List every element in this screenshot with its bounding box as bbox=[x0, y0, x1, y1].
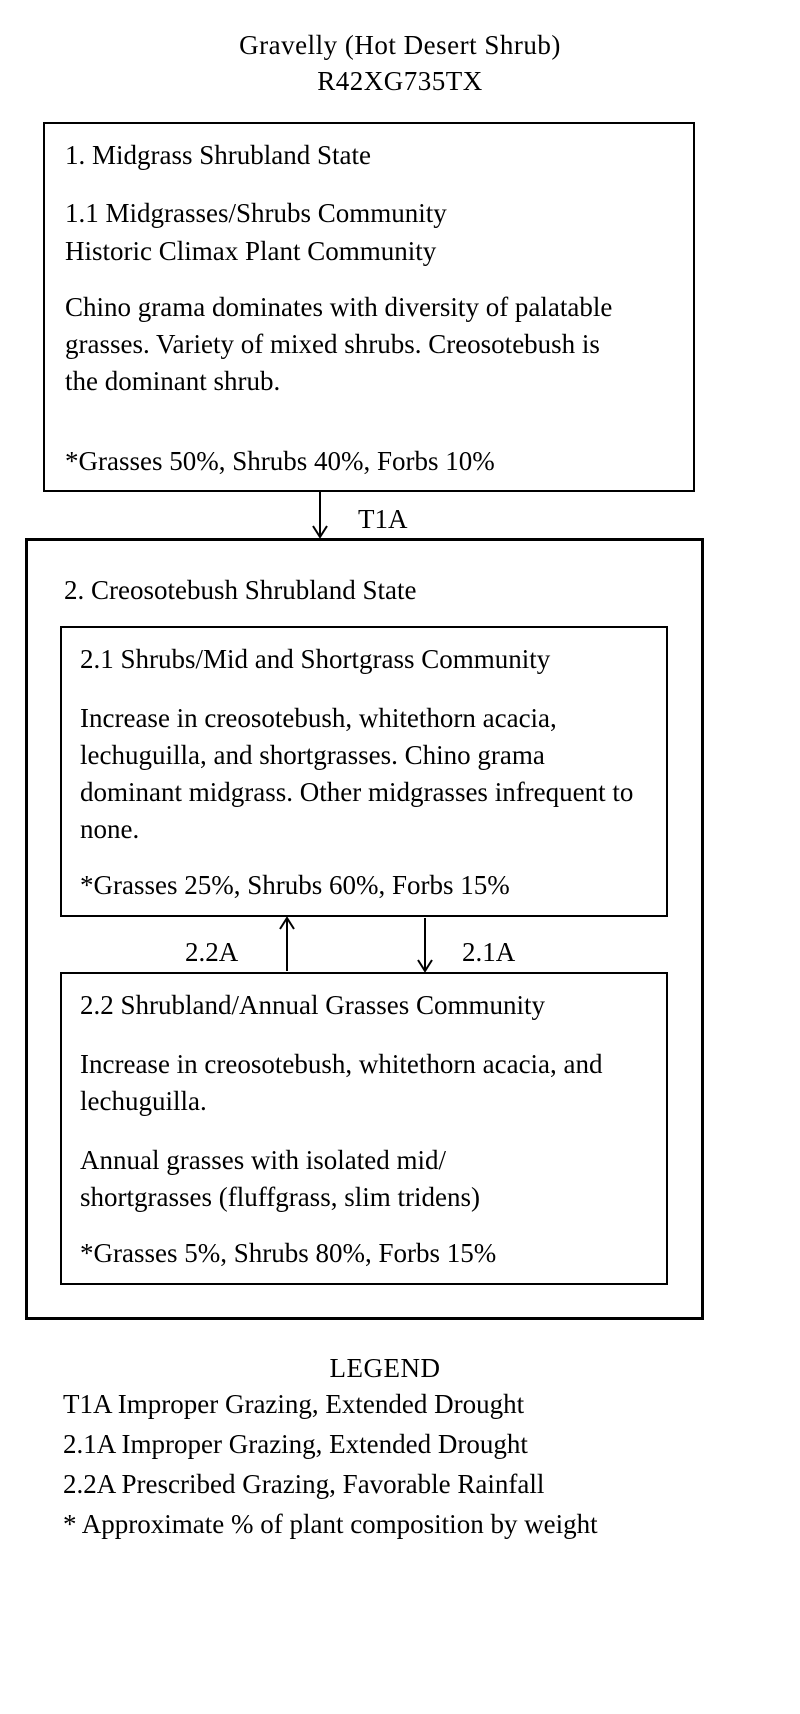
state-2-heading: 2. Creosotebush Shrubland State bbox=[64, 575, 417, 605]
community-1-1-title: 1.1 Midgrasses/Shrubs Community bbox=[65, 198, 447, 228]
state-1-box bbox=[43, 122, 695, 492]
community-2-1-description: Increase in creosotebush, whitethorn acacia, lechuguilla, and shortgrasses. Chino grama dominant midgrass. Other midgrasses infrequent to none. bbox=[80, 703, 634, 844]
community-2-2-description-2: Annual grasses with isolated mid/ shortgrasses (fluffgrass, slim tridens) bbox=[80, 1145, 480, 1212]
legend-item-2-2a: 2.2A Prescribed Grazing, Favorable Rainfall bbox=[63, 1469, 545, 1499]
community-2-2-description-1: Increase in creosotebush, whitethorn acacia, and lechuguilla. bbox=[80, 1049, 603, 1116]
community-2-2-composition: *Grasses 5%, Shrubs 80%, Forbs 15% bbox=[80, 1238, 497, 1268]
transition-t1a-label: T1A bbox=[358, 504, 408, 534]
ecological-site-id: R42XG735TX bbox=[317, 66, 483, 96]
community-2-1-title: 2.1 Shrubs/Mid and Shortgrass Community bbox=[80, 644, 551, 674]
diagram-title: Gravelly (Hot Desert Shrub) bbox=[239, 30, 561, 60]
pathway-2-1a-label: 2.1A bbox=[462, 937, 516, 967]
legend-item-footnote: * Approximate % of plant composition by weight bbox=[63, 1509, 598, 1539]
community-1-1-description: Chino grama dominates with diversity of palatable grasses. Variety of mixed shrubs. Creosotebush is the dominant shrub. bbox=[65, 292, 613, 396]
legend-item-t1a: T1A Improper Grazing, Extended Drought bbox=[63, 1389, 525, 1419]
arrow-t1a bbox=[313, 492, 327, 537]
community-2-1-composition: *Grasses 25%, Shrubs 60%, Forbs 15% bbox=[80, 870, 510, 900]
state-1-heading: 1. Midgrass Shrubland State bbox=[65, 140, 371, 170]
community-1-1-composition: *Grasses 50%, Shrubs 40%, Forbs 10% bbox=[65, 446, 495, 476]
legend-heading: LEGEND bbox=[329, 1353, 441, 1383]
community-1-1-subtitle: Historic Climax Plant Community bbox=[65, 236, 437, 266]
pathway-2-2a-label: 2.2A bbox=[185, 937, 239, 967]
community-2-2-title: 2.2 Shrubland/Annual Grasses Community bbox=[80, 990, 545, 1020]
legend-item-2-1a: 2.1A Improper Grazing, Extended Drought bbox=[63, 1429, 528, 1459]
community-2-1-box bbox=[60, 626, 668, 917]
community-2-2-box bbox=[60, 972, 668, 1285]
